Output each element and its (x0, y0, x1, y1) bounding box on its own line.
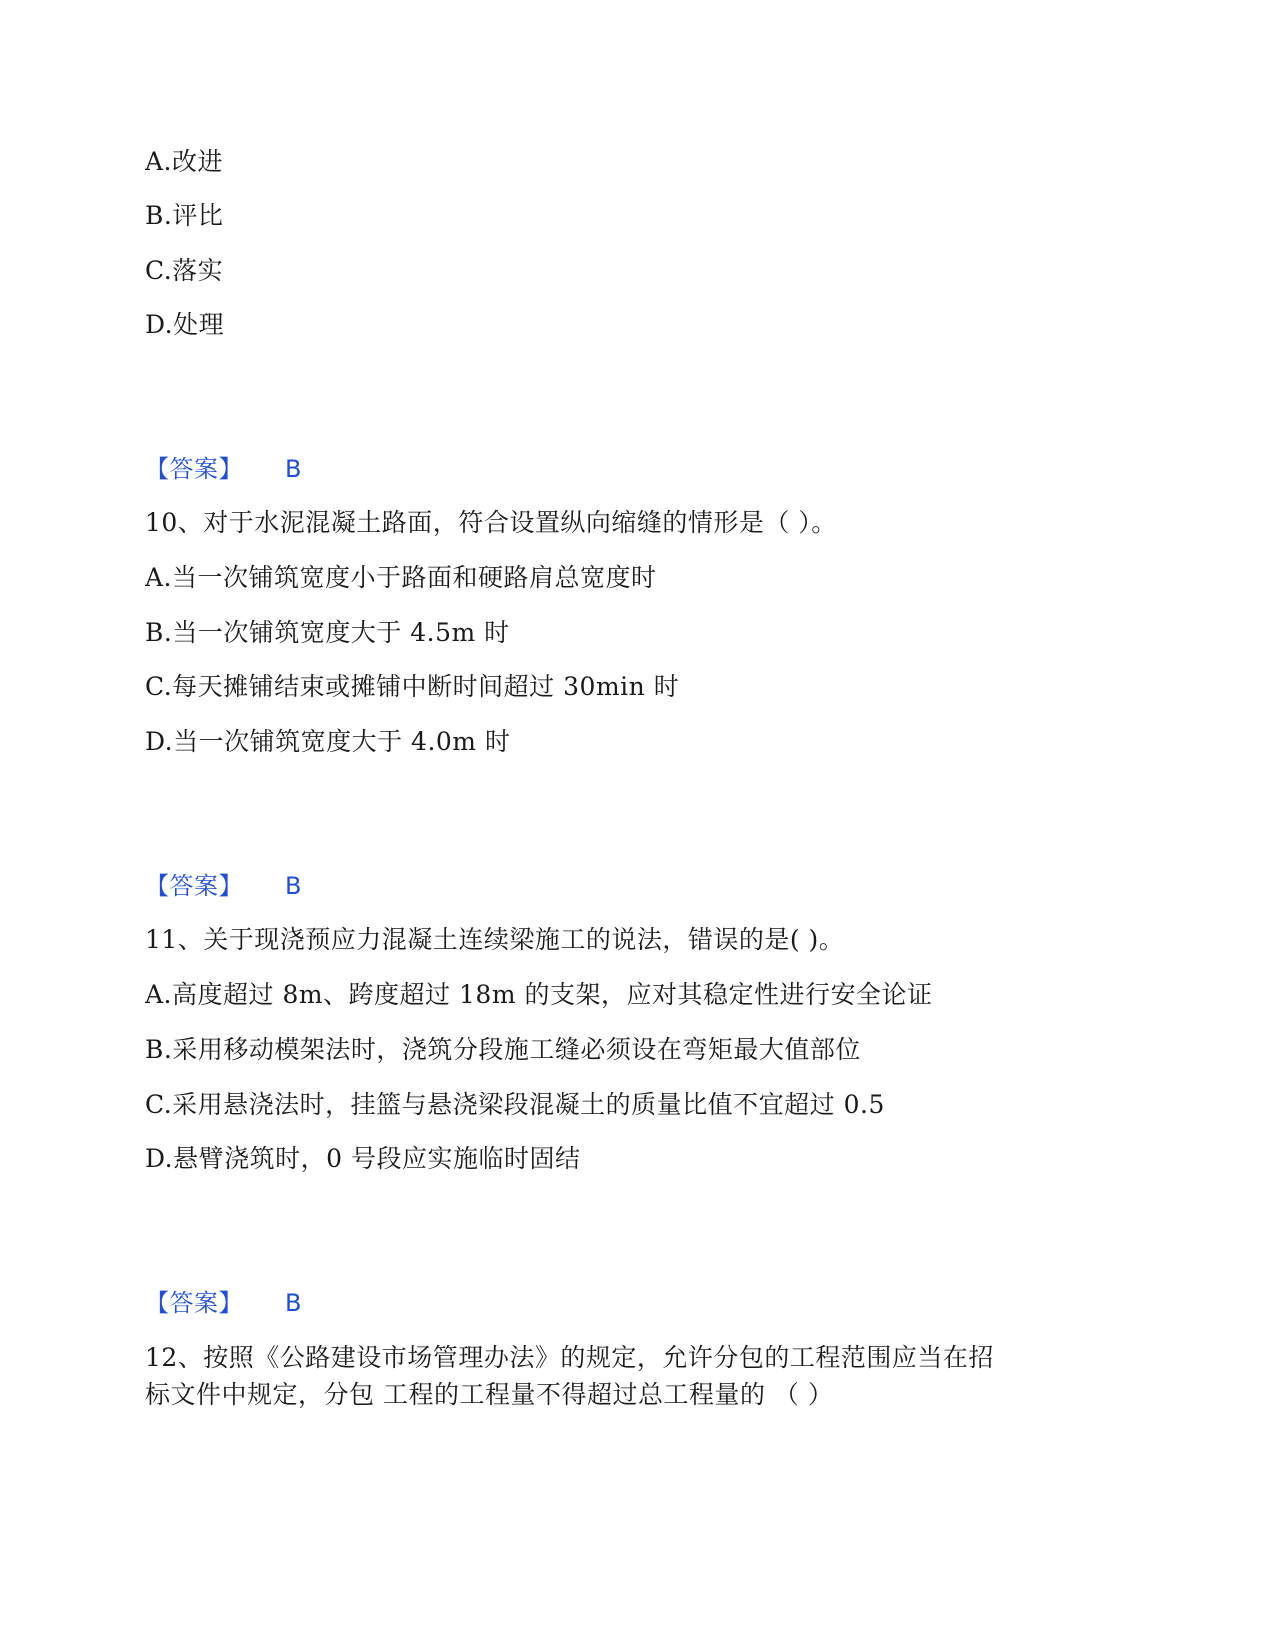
answer-label: 【答案】 (145, 1289, 243, 1317)
q10-option-c: C.每天摊铺结束或摊铺中断时间超过 30min 时 (145, 672, 680, 701)
q9-option-a: A.改进 (145, 147, 224, 176)
q11-answer (145, 1286, 302, 1320)
q10-option-b: B.当一次铺筑宽度大于 4.5m 时 (145, 618, 510, 647)
q12-stem-line-1: 12、按照《公路建设市场管理办法》的规定，允许分包的工程范围应当在招 (145, 1343, 994, 1372)
q10-stem: 10、对于水泥混凝土路面，符合设置纵向缩缝的情形是（ ）。 (145, 508, 837, 537)
answer-value: B (285, 872, 302, 900)
q10-option-d: D.当一次铺筑宽度大于 4.0m 时 (145, 727, 511, 756)
q10-answer (145, 869, 302, 903)
q9-answer (145, 452, 302, 486)
answer-value: B (285, 455, 302, 483)
q11-option-c: C.采用悬浇法时，挂篮与悬浇梁段混凝土的质量比值不宜超过 0.5 (145, 1090, 885, 1119)
q9-option-d: D.处理 (145, 310, 225, 339)
q9-option-c: C.落实 (145, 256, 224, 285)
answer-value: B (285, 1289, 302, 1317)
q11-option-a: A.高度超过 8m、跨度超过 18m 的支架，应对其稳定性进行安全论证 (145, 980, 933, 1009)
q11-stem: 11、关于现浇预应力混凝土连续梁施工的说法，错误的是( )。 (145, 925, 845, 954)
answer-label: 【答案】 (145, 872, 243, 900)
q9-option-b: B.评比 (145, 201, 224, 230)
answer-label: 【答案】 (145, 455, 243, 483)
q12-stem-line-2: 标文件中规定，分包 工程的工程量不得超过总工程量的 （ ） (145, 1380, 834, 1409)
q10-option-a: A.当一次铺筑宽度小于路面和硬路肩总宽度时 (145, 563, 657, 592)
q11-option-d: D.悬臂浇筑时，0 号段应实施临时固结 (145, 1144, 581, 1173)
q11-option-b: B.采用移动模架法时，浇筑分段施工缝必须设在弯矩最大值部位 (145, 1035, 861, 1064)
